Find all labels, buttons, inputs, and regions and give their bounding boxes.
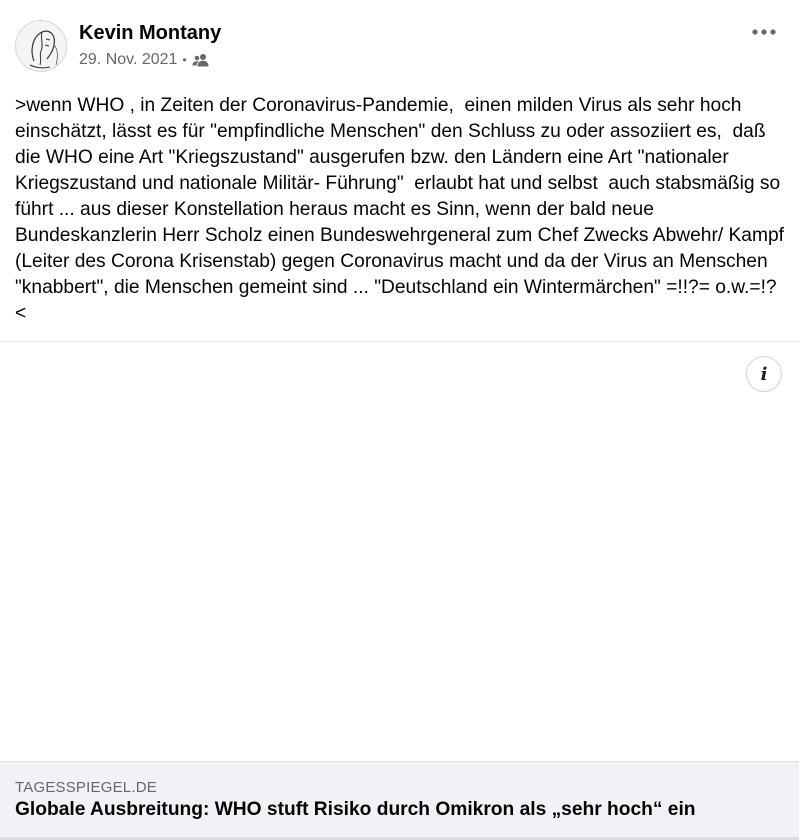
post-date[interactable]: 29. Nov. 2021 bbox=[79, 51, 178, 68]
friends-icon[interactable] bbox=[192, 53, 210, 67]
link-domain: TAGESSPIEGEL.DE bbox=[15, 779, 157, 796]
link-title[interactable]: Globale Ausbreitung: WHO stuft Risiko durch Omikron als „sehr hoch“ ein bbox=[15, 799, 696, 820]
post-text: >wenn WHO , in Zeiten der Coronavirus-Pandemie, einen milden Virus als sehr hoch einschätzt, lässt es für "empfindliche Menschen" den Schluss zu oder assoziiert es, daß die WHO eine Art "Kriegszustand" ausgerufen bzw. den Ländern eine Art "nationaler Kriegszustand und nationale Militär- Führung" erlaubt hat und selbst auch stabsmäßig so führt ... aus dieser Konstellation heraus macht es Sinn, wenn der bald neue Bundeskanzlerin Herr Scholz einen Bundeswehrgeneral zum Chef Zwecks Abwehr/ Kampf (Leiter des Corona Krisenstab) gegen Coronavirus macht und da der Virus an Menschen "knabbert", die Menschen gemeint sind ... "Deutschland ein Wintermärchen" =!!?= o.w.=!?< bbox=[15, 95, 790, 324]
link-preview-image[interactable] bbox=[0, 342, 799, 761]
info-icon: i bbox=[760, 363, 768, 385]
avatar-sketch-icon bbox=[16, 21, 67, 72]
more-options-button[interactable] bbox=[747, 20, 781, 44]
link-preview-footer[interactable] bbox=[0, 761, 799, 840]
post-header bbox=[0, 0, 799, 90]
post-meta bbox=[79, 49, 210, 71]
avatar[interactable] bbox=[15, 20, 67, 72]
more-options-icon bbox=[752, 29, 776, 35]
author-name[interactable]: Kevin Montany bbox=[79, 22, 222, 44]
meta-separator: • bbox=[182, 53, 187, 67]
info-button[interactable] bbox=[746, 356, 782, 392]
link-preview[interactable] bbox=[0, 342, 799, 840]
